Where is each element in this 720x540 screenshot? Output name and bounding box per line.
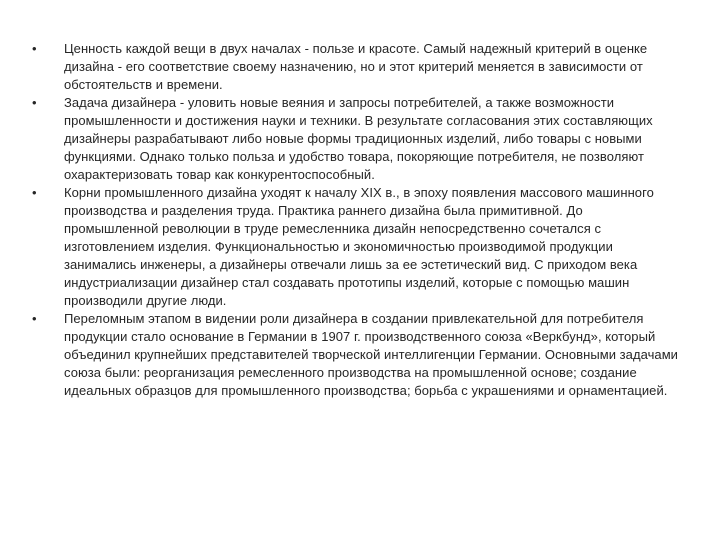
paragraph-text: Задача дизайнера - уловить новые веяния и запросы потребителей, а также возможности промышленности и достижения науки и техники. В результате согласования этих составляющих дизайнеры разрабатывают либо новые формы традиционных изделий, либо товары с новыми функциями. Однако только польза и удобство товара, покоряющие потребителя, не позволяют охарактеризовать товар как конкурентоспособный. — [64, 95, 653, 182]
bullet-icon: • — [32, 185, 37, 200]
list-item — [30, 310, 680, 400]
bullet-icon: • — [32, 95, 37, 110]
list-item — [30, 40, 680, 94]
list-item — [30, 94, 680, 184]
paragraph-text: Ценность каждой вещи в двух началах - пользе и красоте. Самый надежный критерий в оценке дизайна - его соответствие своему назначению, но и этот критерий меняется в зависимости от обстоятельств и времени. — [64, 41, 648, 92]
bullet-list — [30, 40, 680, 400]
bullet-icon: • — [32, 41, 37, 56]
paragraph-text: Переломным этапом в видении роли дизайнера в создании привлекательной для потребителя продукции стало основание в Германии в 1907 г. производственного союза «Веркбунд», который объединил крупнейших представителей творческой интеллигенции Германии. Основными задачами союза были: реорганизация ремесленного производства на промышленной основе; создание идеальных образцов для промышленного производства; борьба с украшениями и орнаментацией. — [64, 311, 678, 398]
bullet-icon: • — [32, 311, 37, 326]
paragraph-text: Корни промышленного дизайна уходят к началу XIX в., в эпоху появления массового машинного производства и разделения труда. Практика раннего дизайна была примитивной. До промышленной революции в труде ремесленника дизайн непосредственно сочетался с изготовлением изделия. Функциональностью и экономичностью производимой продукции занимались инженеры, а дизайнеры отвечали лишь за ее эстетический вид. С приходом века индустриализации дизайнер стал создавать прототипы изделий, которые с помощью машин производили другие люди. — [64, 185, 654, 308]
list-item — [30, 184, 680, 310]
